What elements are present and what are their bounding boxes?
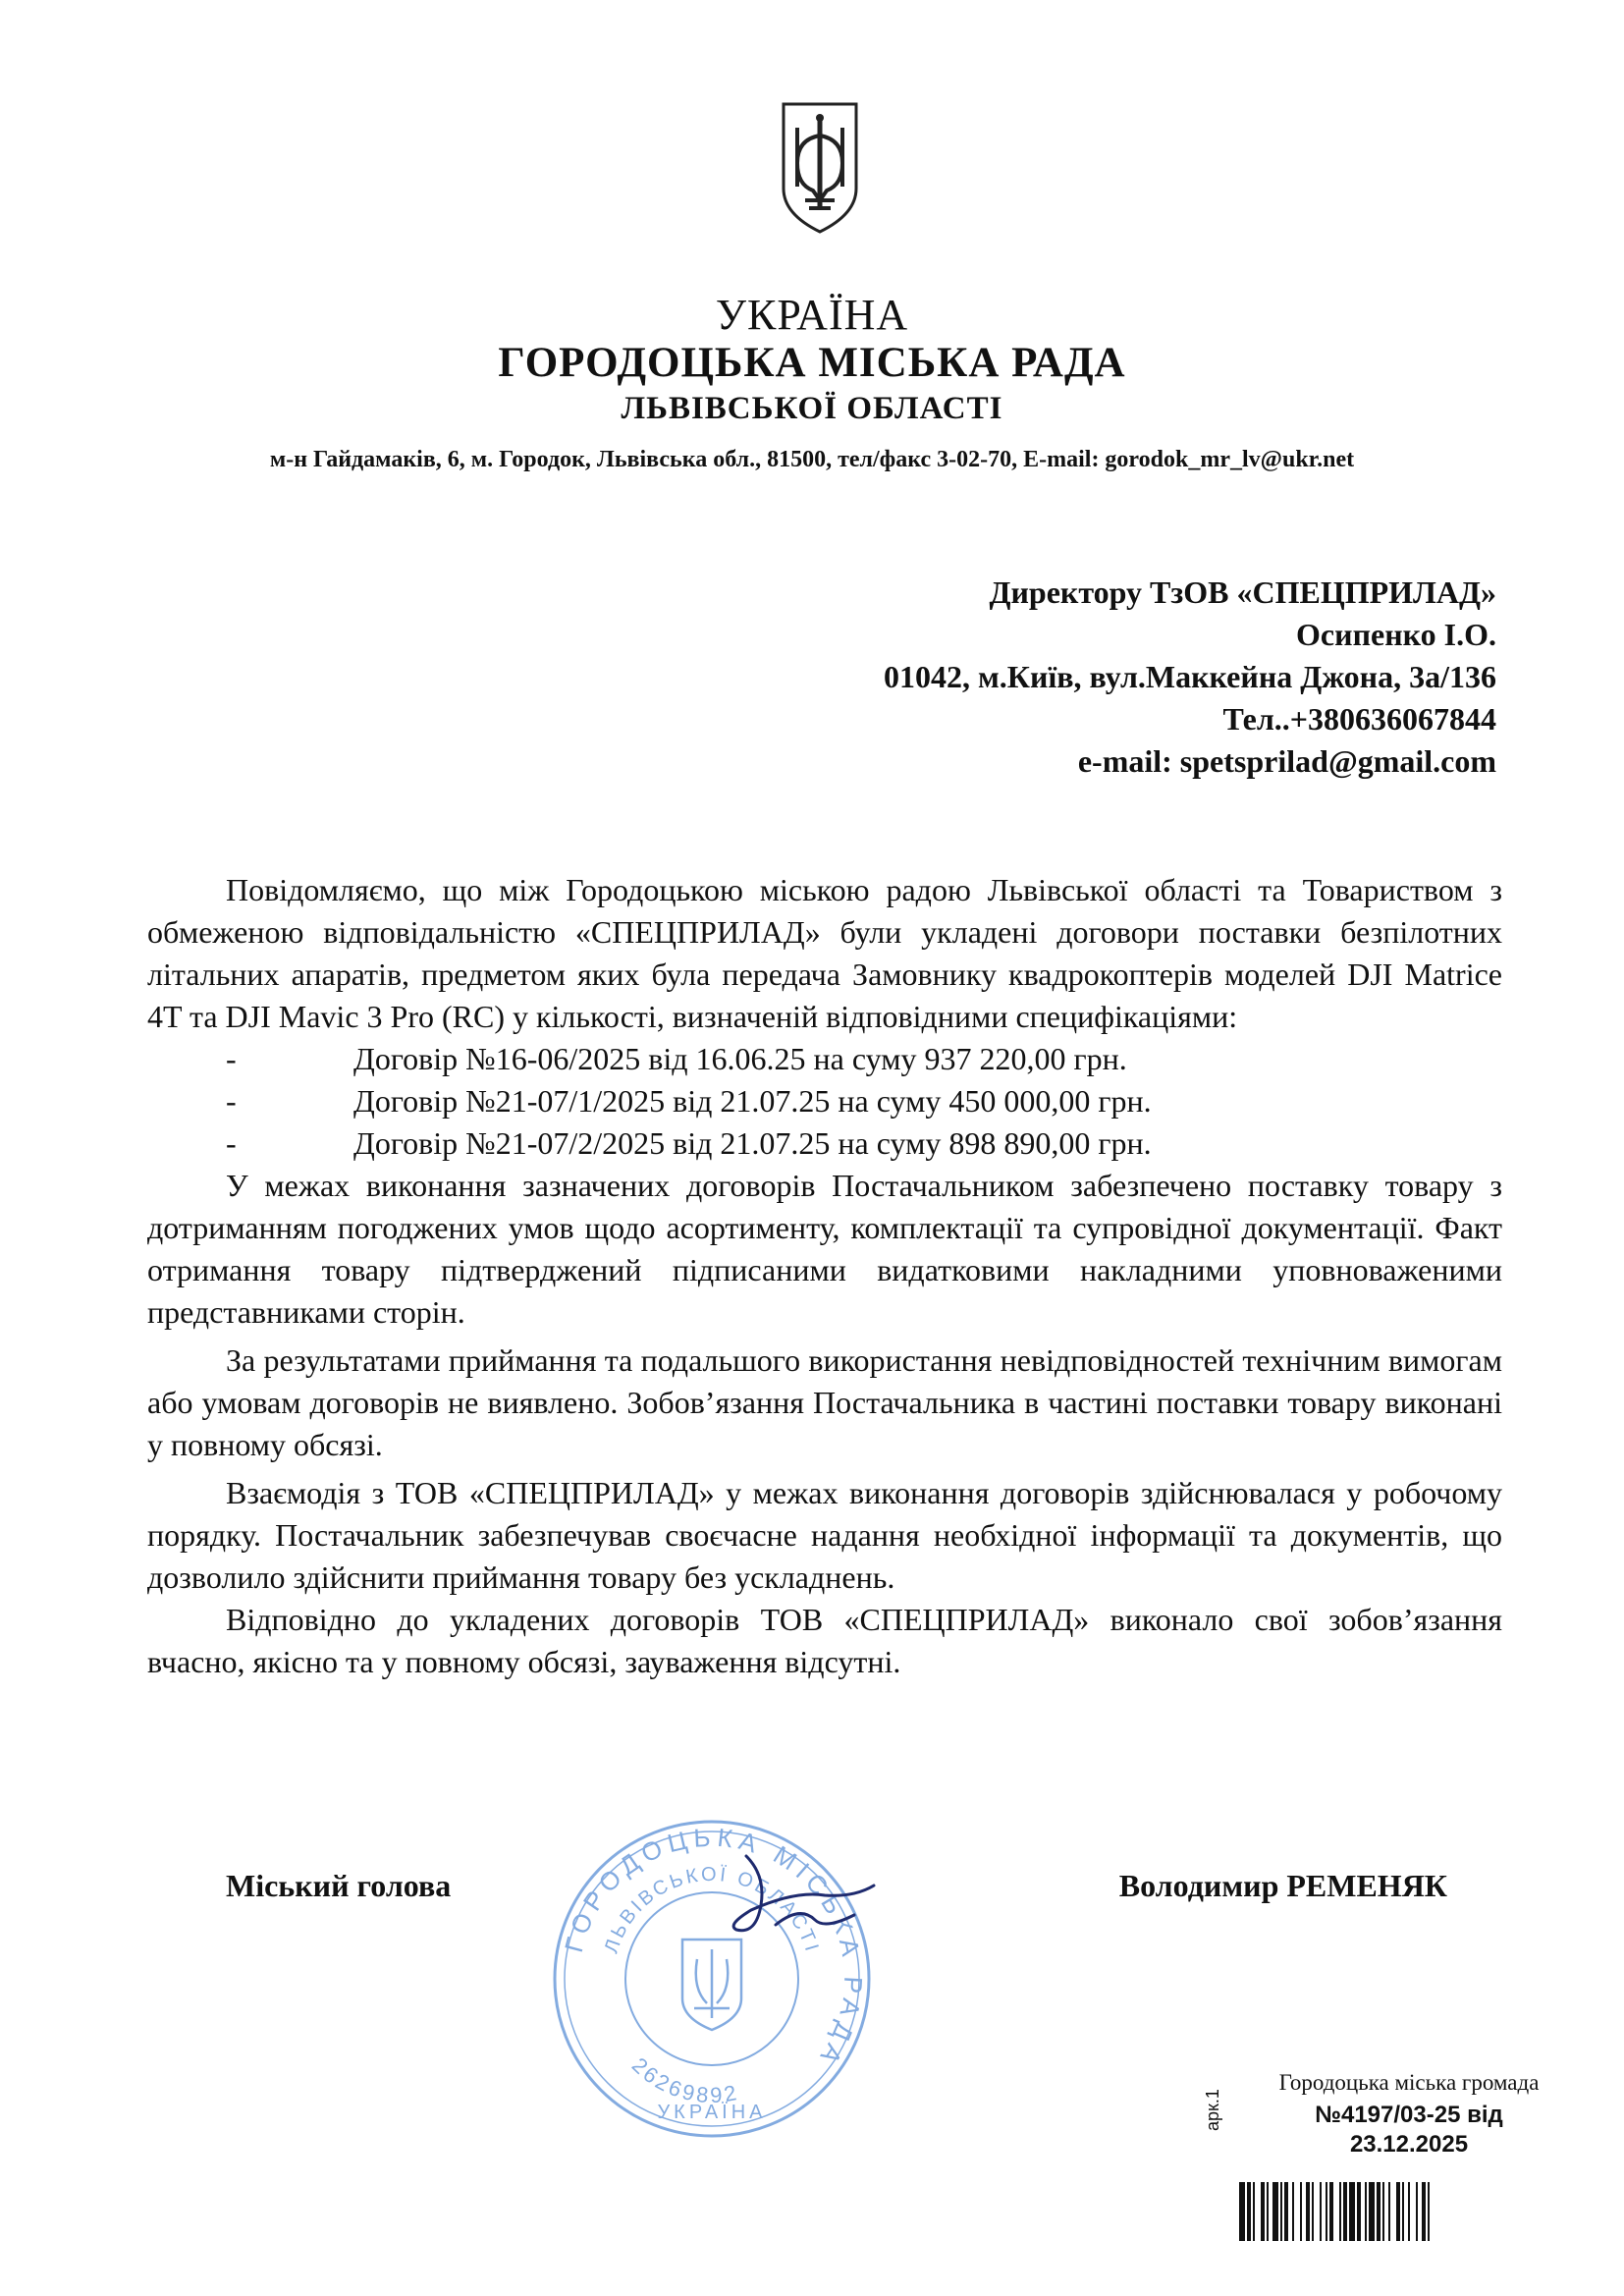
intro-paragraph: Повідомляємо, що між Городоцькою міською радою Львівської області та Товариством з обмеженою відповідальністю «СПЕЦПРИЛАД» були укладені договори поставки безпілотних літальних апаратів, предметом яких була передача Замовнику квадрокоптерів моделей DJI Matrice 4T та DJI Mavic 3 Pro (RC) у кількості, визначеній відповідними специфікаціями: (147, 872, 1502, 1034)
svg-text:26269892: 26269892 (626, 2052, 741, 2108)
handwritten-signature (707, 1836, 884, 1964)
country-heading: УКРАЇНА (715, 291, 909, 339)
list-dash: - (226, 1125, 237, 1161)
cooperation-paragraph: Взаємодія з ТОВ «СПЕЦПРИЛАД» у межах виконання договорів здійснювалася у робочому порядку. Постачальник забезпечував своєчасне надання необхідної інформації та документів, що дозволило здійснити приймання товару без ускладнень. (147, 1475, 1502, 1595)
contract-text: Договір №21-07/2/2025 від 21.07.25 на суму 898 890,00 грн. (353, 1125, 1152, 1161)
registration-block (1242, 2070, 1576, 2159)
contract-item (147, 1122, 1502, 1165)
contract-text: Договір №16-06/2025 від 16.06.25 на суму 937 220,00 грн. (353, 1041, 1127, 1076)
registration-number: №4197/03-25 від (1315, 2102, 1503, 2128)
region-heading: ЛЬВІВСЬКОЇ ОБЛАСТІ (621, 391, 1003, 426)
svg-text:УКРАЇНА: УКРАЇНА (657, 2102, 767, 2123)
list-dash: - (226, 1083, 237, 1119)
contracts-list (147, 1038, 1502, 1165)
contract-text: Договір №21-07/1/2025 від 21.07.25 на суму 450 000,00 грн. (353, 1083, 1152, 1119)
addressee-position: Директору ТзОВ «СПЕЦПРИЛАД» (989, 574, 1496, 610)
addressee-phone: Тел..+380636067844 (1222, 701, 1496, 737)
council-heading: ГОРОДОЦЬКА МІСЬКА РАДА (498, 340, 1126, 386)
acceptance-paragraph: За результатами приймання та подальшого використання невідповідностей технічним вимогам або умовам договорів не виявлено. Зобов’язання Постачальника в частині поставки товару виконані у повному обсязі. (147, 1342, 1502, 1462)
delivery-paragraph: У межах виконання зазначених договорів Постачальником забезпечено поставку товару з дотриманням погоджених умов щодо асортименту, комплектації та супровідної документації. Факт отримання товару підтверджений підписаними видатковими накладними уповноваженими представниками сторін. (147, 1168, 1502, 1330)
contract-item (147, 1038, 1502, 1080)
barcode (1237, 2182, 1571, 2241)
addressee-block (884, 572, 1496, 783)
signer-name: Володимир РЕМЕНЯК (1118, 1868, 1447, 1903)
signer-position: Міський голова (226, 1868, 452, 1903)
letter-body (147, 869, 1502, 1683)
addressee-email: e-mail: spetsprilad@gmail.com (1077, 743, 1496, 779)
registration-organization: Городоцька міська громада (1278, 2070, 1540, 2095)
contract-item (147, 1080, 1502, 1122)
addressee-name: Осипенко І.О. (1296, 617, 1496, 652)
sheet-number: арк.1 (1203, 2089, 1222, 2131)
svg-text:ГОРОДОЦЬКА МІСЬКА РАДА: ГОРОДОЦЬКА МІСЬКА РАДА (558, 1822, 869, 2074)
coat-of-arms-icon (776, 98, 864, 236)
addressee-address: 01042, м.Київ, вул.Маккейна Джона, 3а/136 (883, 659, 1496, 694)
council-address: м-н Гайдамаків, 6, м. Городок, Львівська обл., 81500, тел/факс 3-02-70, E-mail: gorodok_mr_lv@ukr.net (269, 447, 1355, 472)
list-dash: - (226, 1041, 237, 1076)
svg-text:ЛЬВІВСЬКОЇ ОБЛАСТІ: ЛЬВІВСЬКОЇ ОБЛАСТІ (600, 1863, 824, 1956)
registration-date: 23.12.2025 (1349, 2131, 1469, 2158)
conclusion-paragraph: Відповідно до укладених договорів ТОВ «СПЕЦПРИЛАД» виконало свої зобов’язання вчасно, якісно та у повному обсязі, зауваження відсутні. (147, 1602, 1502, 1679)
